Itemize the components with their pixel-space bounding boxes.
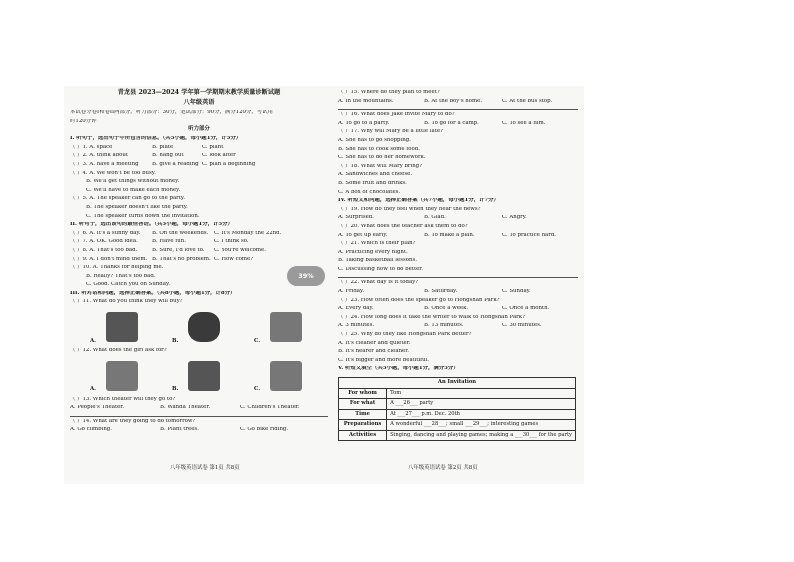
page-1-footer: 八年级英语试卷 第1页 共8页 (170, 465, 240, 471)
question-3: （ ）3. A. have a meeting B. give a reading C. plan a beginning (70, 161, 256, 167)
house-picture-icon (188, 361, 220, 391)
question-25: （ ）25. Why do they like Hongshan Park better? (338, 332, 472, 338)
tools-picture-icon (270, 361, 302, 391)
question-18: （ ）18. What will Mary bring? (338, 163, 423, 169)
picture-option-c: C. (234, 359, 316, 395)
divider (338, 277, 578, 278)
drink-picture-icon (270, 312, 302, 342)
exam-note: 本试卷分卷I和卷II两部分，听力部分：30分，笔试部分：90分，满分120分，考试用 (70, 110, 273, 115)
section-4-heading: IV. 听短文和问题，选择正确答案（共7小题，每小题1分，计7分） (338, 198, 499, 204)
fan-picture-icon (106, 361, 138, 391)
exam-title: 青龙县 2023—2024 学年第一学期期末教学质量诊断试题 (117, 89, 281, 96)
divider (338, 109, 578, 110)
picture-option-c: C. (234, 310, 316, 346)
question-11-pictures (70, 310, 328, 346)
question-10-option-c: C. Good. Catch you on Sunday. (86, 282, 170, 288)
question-13-options: A. People's Theater. B. Wanda Theater. C. Children's Theater. (70, 405, 300, 411)
question-17-option-a: A. She has to go shopping. (338, 137, 411, 143)
question-12: （ ）12. What does the girl ask for? (70, 348, 167, 354)
table-row: For whom Tom (339, 388, 576, 399)
question-21-option-b: B. Taking basketball lessons. (338, 258, 417, 264)
zoom-level-badge: 39% (287, 266, 325, 286)
question-9: （ ）9. A. I don't mind them. B. That's no problem. C. How come? (70, 256, 254, 262)
exam-note-2: 时120分钟 (70, 118, 97, 124)
question-1: （ ）1. A. space B. plate C. plant (70, 144, 224, 150)
table-caption: An Invitation (339, 378, 576, 389)
food-picture-icon (106, 312, 138, 342)
question-21-option-c: C. Discussing how to do better. (338, 266, 423, 272)
picture-option-b: B. (152, 359, 234, 395)
table-row: Time At ___27___ p.m. Dec. 20th (339, 409, 576, 420)
exam-page-2 (338, 90, 578, 441)
question-5-option-b: B. The speaker doesn't like the party. (86, 204, 188, 210)
question-21-option-a: A. Practicing every night. (338, 249, 408, 255)
question-4: （ ）4. A. We won't be too busy. (70, 170, 156, 176)
question-24: （ ）24. How long does it take the writer to walk to Hongshan Park? (338, 314, 525, 320)
question-17-option-b: B. She has to cook some food. (338, 146, 420, 152)
question-18-option-b: B. Some fruit and drinks. (338, 180, 407, 186)
picture-option-b: B. (152, 310, 234, 346)
section-2-heading: II. 听句子，选出该句的最佳答语。（共5小题，每小题1分，计5分） (70, 222, 233, 228)
picture-option-a: A. (70, 359, 152, 395)
divider (70, 416, 328, 417)
question-20-options: A. To get up early. B. To make a plan. C. To practice hard. (338, 232, 556, 238)
question-5: （ ）5. A. The speaker can go to the party. (70, 196, 185, 202)
question-16: （ ）16. What does Jake invite Mary to do? (338, 112, 455, 118)
question-22: （ ）22. What day is it today? (338, 280, 419, 286)
question-20: （ ）20. What does the teacher ask them to do? (338, 223, 468, 229)
question-19-options: A. Surprised. B. Glad. C. Angry. (338, 215, 527, 221)
question-2: （ ）2. A. think about B. hang out C. look after (70, 153, 236, 159)
question-4-option-b: B. We'll get things without money. (86, 179, 180, 185)
question-25-option-a: A. It's cleaner and quieter. (338, 340, 411, 346)
meat-picture-icon (188, 312, 220, 342)
question-13: （ ）13. Which theater will they go to? (70, 396, 176, 402)
question-6: （ ）6. A. It's a sunny day. B. On the weekends. C. It's Monday the 22nd. (70, 230, 282, 236)
question-18-option-a: A. Sandwiches and cheese. (338, 172, 413, 178)
picture-option-a: A. (70, 310, 152, 346)
section-1-heading: I. 听句子，选出句子中所包含的信息。（共5小题，每小题1分，计5分） (70, 136, 242, 142)
question-21: （ ）21. Which is their plan? (338, 241, 416, 247)
section-3-heading: III. 听对话和问题，选择正确答案。（共8小题，每小题1分，计8分） (70, 290, 236, 296)
question-24-options: A. 3 minutes. B. 13 minutes. C. 30 minutes. (338, 323, 542, 329)
question-10-option-b: B. Really? That's too bad. (86, 273, 156, 279)
question-17: （ ）17. Why will Mary be a little late? (338, 129, 443, 135)
question-5-option-c: C. The speaker turns down the invitation. (86, 213, 200, 219)
table-row: Activities Singing, dancing and playing games; making a ___30___ for the party (339, 430, 576, 441)
invitation-table (338, 377, 576, 441)
section-5-heading: V. 听短文填空（共5小题，每小题1分，满分5分） (338, 366, 459, 372)
question-7: （ ）7. A. OK. Good idea. B. Have fun. C. I think so. (70, 239, 249, 245)
question-4-option-c: C. We'll have to make each money. (86, 187, 181, 193)
question-19: （ ）19. How do they feel when they hear the news? (338, 206, 481, 212)
exam-page-1 (70, 90, 328, 436)
question-14: （ ）14. What are they going to do tomorrow? (70, 418, 196, 424)
question-15-options: A. In the mountains. B. At the boy's home. C. At the bus stop. (338, 98, 553, 104)
question-8: （ ）8. A. That's too bad. B. Sure, I'd love to. C. You're welcome. (70, 247, 266, 253)
question-23: （ ）23. How often does the speaker go to Hongshan Park? (338, 297, 500, 303)
question-17-option-c: C. She has to do her homework. (338, 155, 426, 161)
question-25-option-b: B. It's nearer and cleaner. (338, 349, 409, 355)
table-row: Preparations A wonderful ___28___; small ___29___; interesting games (339, 420, 576, 431)
question-18-option-c: C. A box of chocolates. (338, 189, 401, 195)
question-10: （ ）10. A. Thanks for helping me. (70, 265, 164, 271)
question-23-options: A. Every day. B. Once a week. C. Once a month. (338, 306, 550, 312)
exam-subtitle: 八年级英语 (183, 99, 215, 106)
question-22-options: A. Friday. B. Saturday. C. Sunday. (338, 289, 531, 295)
question-15: （ ）15. Where do they plan to meet? (338, 90, 440, 95)
page-2-footer: 八年级英语试卷 第2页 共8页 (408, 465, 478, 471)
listening-heading: 听力部分 (188, 126, 210, 133)
table-row (339, 378, 576, 389)
table-row: For what A ___26___ party (339, 399, 576, 410)
question-12-pictures (70, 359, 328, 395)
question-25-option-c: C. It's bigger and more beautiful. (338, 357, 429, 363)
question-16-options: A. To go to a party. B. To go for a camp. C. To see a film. (338, 120, 546, 126)
question-14-options: A. Go climbing. B. Plant trees. C. Go bike riding. (70, 427, 289, 433)
question-11: （ ）11. What do you think they will buy? (70, 299, 183, 305)
